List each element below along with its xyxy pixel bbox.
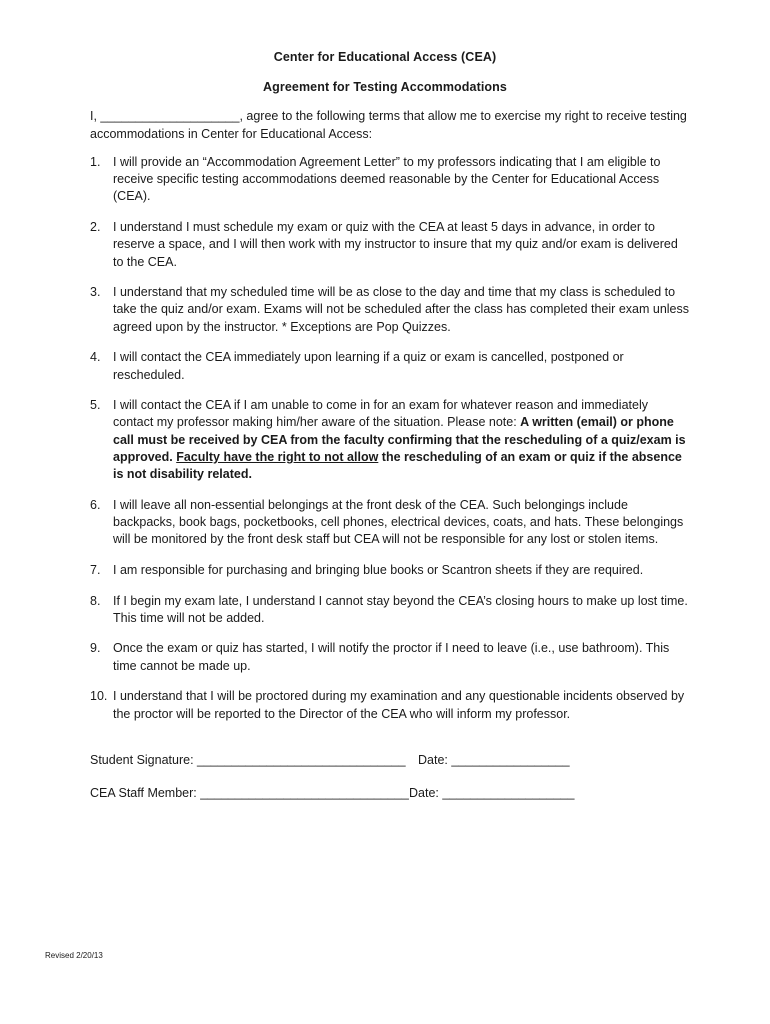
item-number: 2. — [90, 220, 101, 235]
item-number: 5. — [90, 398, 101, 413]
intro-paragraph: I, ____________________, agree to the following terms that allow me to exercise my right to receive testing accommodations in Center for Educational Access: — [90, 109, 687, 141]
list-item — [90, 593, 690, 627]
document-subtitle: Agreement for Testing Accommodations — [263, 80, 507, 94]
item-number: 8. — [90, 593, 101, 608]
list-item — [90, 640, 690, 674]
item-text: I will contact the CEA if I am unable to come in for an exam for whatever reason and immediately contact my professor making him/her aware of the situation. Please note: — [113, 398, 648, 430]
item-text-bold-underline: Faculty have the right to not allow — [176, 449, 379, 464]
item-text-bold: the rescheduling of an exam or quiz if the absence is not disability related. — [113, 449, 682, 482]
document-title: Center for Educational Access (CEA) — [273, 50, 497, 64]
item-text: I am responsible for purchasing and bringing blue books or Scantron sheets if they are required. — [113, 562, 644, 577]
item-number: 1. — [90, 155, 101, 169]
item-text: If I begin my exam late, I understand I cannot stay beyond the CEA’s closing hours to make up lost time. This time will not be added. — [113, 593, 688, 625]
list-item — [90, 397, 690, 483]
student-signature-line: Student Signature: ______________________________ — [90, 753, 406, 767]
item-number: 7. — [90, 562, 101, 577]
list-item — [90, 154, 690, 206]
staff-date-line: Date: ___________________ — [409, 786, 575, 800]
list-item — [90, 219, 690, 271]
list-item — [90, 688, 690, 722]
list-item — [90, 562, 690, 579]
item-text: I will contact the CEA immediately upon learning if a quiz or exam is cancelled, postponed or rescheduled. — [113, 350, 624, 382]
item-number: 6. — [90, 497, 101, 512]
list-item — [90, 349, 690, 383]
item-number: 9. — [90, 641, 101, 656]
item-text: Once the exam or quiz has started, I will notify the proctor if I need to leave (i.e., use bathroom). This time cannot be made up. — [113, 641, 670, 673]
item-number: 10. — [90, 689, 108, 704]
item-text: I will leave all non-essential belongings at the front desk of the CEA. Such belongings include backpacks, book bags, pocketbooks, cell phones, electrical devices, coats, and hats. These belongings will be monitored by the front desk staff but CEA will not be responsible for any lost or stolen items. — [113, 497, 684, 547]
item-text: I understand that I will be proctored during my examination and any questionable incidents observed by the proctor will be reported to the Director of the CEA who will inform my professor. — [113, 689, 685, 721]
terms-list — [90, 154, 690, 736]
item-text-bold: A written (email) or phone call must be received by CEA from the faculty confirming that the rescheduling of a quiz/exam is approved. — [113, 415, 686, 464]
item-text: I understand I must schedule my exam or quiz with the CEA at least 5 days in advance, in order to reserve a space, and I will then work with my instructor to insure that my quiz and/or exam is delivered to the CEA. — [113, 220, 678, 269]
item-text: I will provide an “Accommodation Agreement Letter” to my professors indicating that I am eligible to receive specific testing accommodations deemed reasonable by the Center for Educational Access (CEA). — [113, 155, 661, 204]
staff-signature-line: CEA Staff Member: ______________________________ — [90, 786, 409, 800]
item-number: 3. — [90, 285, 101, 300]
revision-footer: Revised 2/20/13 — [45, 951, 103, 960]
item-number: 4. — [90, 350, 101, 365]
list-item — [90, 284, 690, 336]
item-text: I understand that my scheduled time will be as close to the day and time that my class is scheduled to take the quiz and/or exam. Exams will not be scheduled after the class has completed their exam unless agreed upon by the instructor. * Exceptions are Pop Quizzes. — [113, 285, 689, 334]
list-item — [90, 497, 690, 549]
student-date-line: Date: _________________ — [418, 753, 570, 767]
